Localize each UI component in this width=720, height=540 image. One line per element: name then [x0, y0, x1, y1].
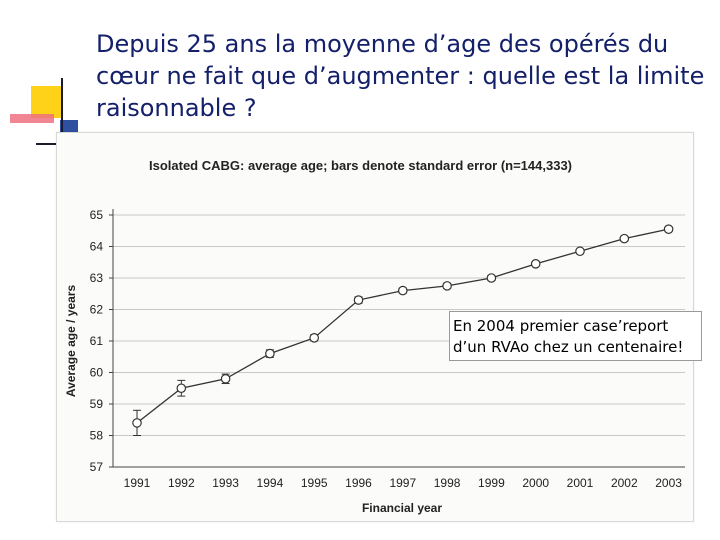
data-point	[133, 419, 141, 427]
y-tick-label: 59	[89, 397, 103, 411]
deco-red-bar	[10, 114, 54, 123]
data-point	[576, 247, 584, 255]
x-tick-label: 1997	[389, 476, 417, 490]
y-tick-label: 61	[89, 334, 103, 348]
x-tick-label: 1996	[345, 476, 372, 490]
y-tick-label: 57	[89, 460, 103, 474]
y-tick-label: 63	[89, 271, 103, 285]
y-axis-label: Average age / years	[64, 284, 78, 398]
y-tick-label: 60	[89, 365, 103, 380]
x-tick-label: 2001	[566, 476, 594, 490]
data-point	[266, 349, 274, 357]
x-axis-label: Financial year	[361, 501, 443, 515]
data-point	[664, 225, 672, 233]
chart-title: Isolated CABG: average age; bars denote standard error (n=144,333)	[149, 158, 573, 173]
x-tick-label: 1991	[123, 476, 151, 490]
data-point	[532, 260, 540, 268]
data-point	[221, 375, 229, 383]
slide-title: Depuis 25 ans la moyenne d’age des opérés du cœur ne fait que d’augmenter : quelle est la limite raisonnable ?	[96, 30, 705, 122]
data-point	[177, 384, 185, 392]
data-point	[310, 334, 318, 342]
x-tick-label: 1999	[478, 476, 505, 490]
annotation-note: En 2004 premier case’report d’un RVAo chez un centenaire!	[449, 311, 702, 361]
x-tick-label: 1993	[212, 476, 239, 490]
data-point	[354, 296, 362, 304]
x-tick-label: 2002	[610, 476, 638, 490]
x-tick-label: 1992	[167, 476, 195, 490]
x-tick-label: 1995	[300, 476, 328, 490]
x-tick-label: 2000	[522, 476, 550, 490]
x-tick-label: 2003	[655, 476, 682, 490]
data-point	[443, 282, 451, 290]
x-tick-label: 1994	[256, 476, 284, 490]
x-tick-label: 1998	[433, 476, 461, 490]
y-tick-label: 62	[89, 302, 103, 317]
data-point	[620, 234, 628, 242]
y-tick-label: 58	[89, 428, 103, 443]
data-point	[487, 274, 495, 282]
y-tick-label: 64	[89, 239, 103, 254]
y-tick-label: 65	[89, 208, 103, 222]
data-point	[399, 286, 407, 294]
